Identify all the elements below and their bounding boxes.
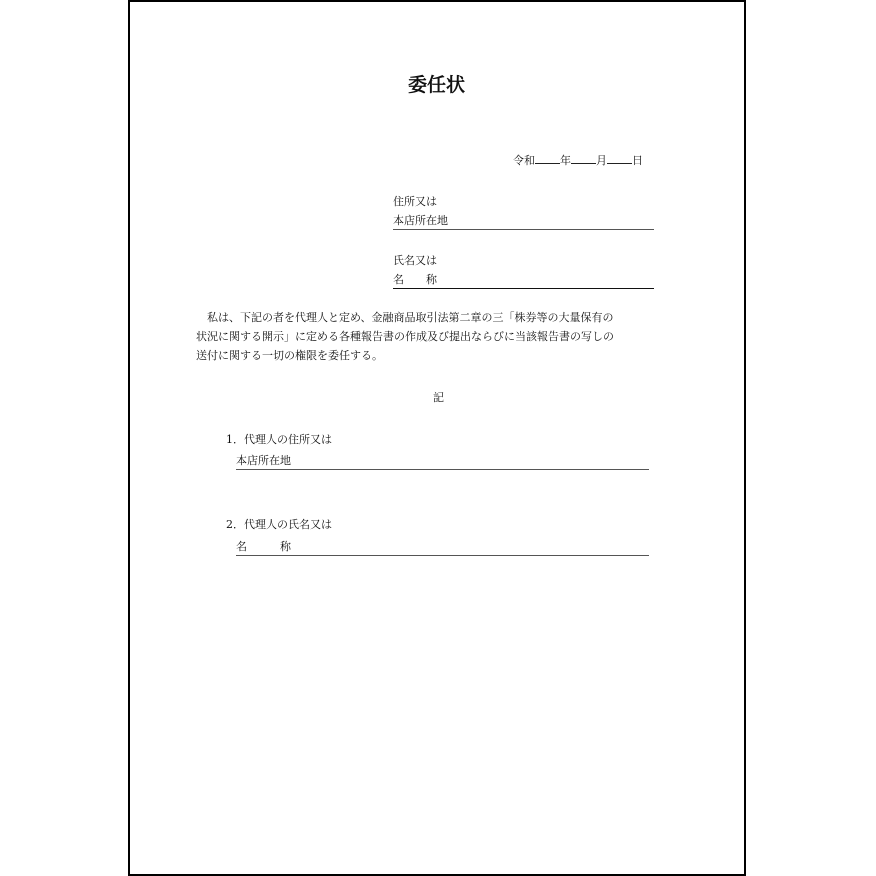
date-month-blank[interactable] — [571, 152, 596, 164]
body-line-3: 送付に関する一切の権限を委任する。 — [196, 349, 383, 362]
principal-address-field[interactable] — [393, 212, 654, 230]
item-2-sublabel: 名 称 — [236, 540, 291, 553]
date-line — [513, 152, 643, 168]
item-2-label: 2．代理人の氏名又は — [226, 518, 332, 531]
principal-address-label: 住所又は — [393, 195, 437, 208]
date-month-label: 月 — [596, 154, 607, 167]
body-line-2: 状況に関する開示」に定める各種報告書の作成及び提出ならびに当該報告書の写しの — [196, 330, 614, 343]
date-year-blank[interactable] — [535, 152, 560, 164]
principal-address-sublabel: 本店所在地 — [393, 214, 448, 227]
ki-heading: 記 — [433, 391, 444, 404]
body-paragraph — [196, 308, 676, 365]
item-1-sublabel: 本店所在地 — [236, 454, 291, 467]
date-day-blank[interactable] — [607, 152, 632, 164]
item-1-label: 1．代理人の住所又は — [226, 433, 332, 446]
body-line-1: 私は、下記の者を代理人と定め、金融商品取引法第二章の三「株券等の大量保有の — [196, 311, 614, 324]
date-era: 令和 — [513, 154, 535, 167]
principal-name-label: 氏名又は — [393, 254, 437, 267]
document-page — [128, 0, 746, 876]
item-2-field[interactable] — [236, 538, 649, 556]
principal-name-sublabel: 名 称 — [393, 273, 437, 286]
date-day-label: 日 — [632, 154, 643, 167]
date-year-label: 年 — [560, 154, 571, 167]
item-1-field[interactable] — [236, 452, 649, 470]
document-title: 委任状 — [408, 74, 466, 96]
principal-name-field[interactable] — [393, 271, 654, 289]
